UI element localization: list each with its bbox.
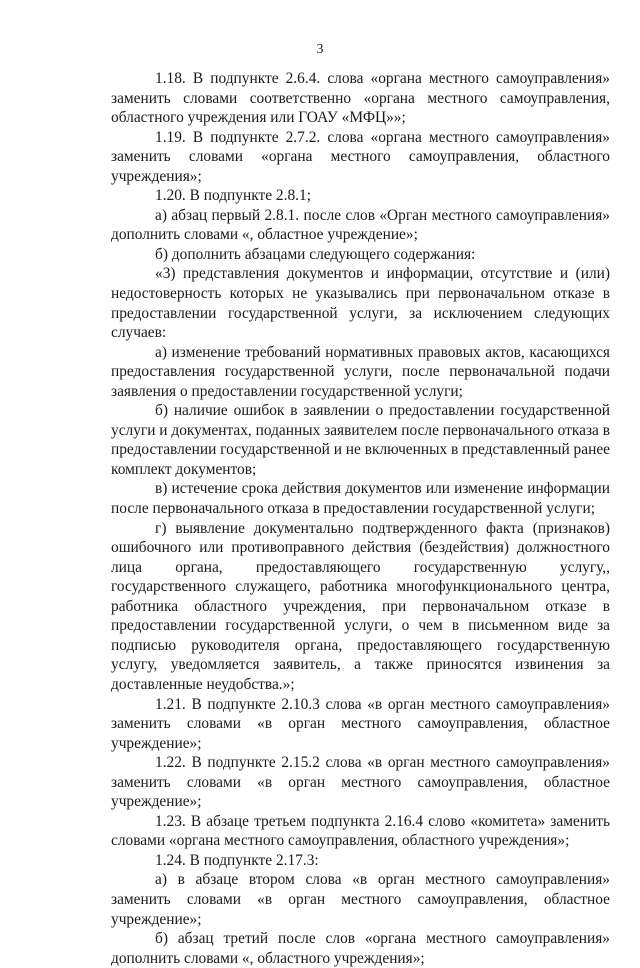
paragraph-case-a: а) изменение требований нормативных правовых актов, касающихся предоставления государственной услуги, после первоначальной подачи заявления о предоставлении государственной услуги; [111, 343, 610, 400]
paragraph-case-b: б) наличие ошибок в заявлении о предоставлении государственной услуги и документах, поданных заявителем после первоначального отказа в предоставлении государственной и не включенных в представленный ранее комплект документов; [111, 402, 610, 478]
paragraph-1-21: 1.21. В подпункте 2.10.3 слова «в орган местного самоуправления» заменить словами «в орган местного самоуправления, областное учреждение»; [111, 695, 610, 752]
paragraph-1-20: 1.20. В подпункте 2.8.1; [155, 187, 311, 205]
page-number: 3 [316, 42, 324, 57]
paragraph-1-20-b: б) дополнить абзацами следующего содержания: [155, 245, 476, 263]
paragraph-1-24: 1.24. В подпункте 2.17.3: [155, 851, 319, 869]
paragraph-1-20-a: а) абзац первый 2.8.1. после слов «Орган местного самоуправления» дополнить словами «, областное учреждение»; [111, 206, 610, 244]
paragraph-case-v: в) истечение срока действия документов или изменение информации после первоначального отказа в предоставлении государственной услуги; [111, 480, 610, 518]
paragraph-1-19: 1.19. В подпункте 2.7.2. слова «органа местного самоуправления» заменить словами «органа местного самоуправления, областного учреждения»; [111, 128, 610, 185]
paragraph-1-18: 1.18. В подпункте 2.6.4. слова «органа местного самоуправления» заменить словами соответственно «органа местного самоуправления, областного учреждения или ГОАУ «МФЦ»»; [111, 70, 610, 127]
document-body [111, 69, 610, 968]
paragraph-1-24-b: б) абзац третий после слов «органа местного самоуправления» дополнить словами «, областного учреждения»; [111, 930, 610, 967]
paragraph-case-g: г) выявление документально подтвержденного факта (признаков) ошибочного или противоправного действия (бездействия) должностного лица органа, предоставляющего государственную услугу,, государственного служащего, работника многофункционального центра, работника областного учреждения, при первоначальном отказе в предоставлении государственной услуги, о чем в письменном виде за подписью руководителя органа, предоставляющего государственную услугу, уведомляется заявитель, а также приносятся извинения за доставленные неудобства.»; [111, 519, 610, 693]
paragraph-1-24-a: а) в абзаце втором слова «в орган местного самоуправления» заменить словами «в орган местного самоуправления, областное учреждение»; [111, 871, 610, 928]
paragraph-1-22: 1.22. В подпункте 2.15.2 слова «в орган местного самоуправления» заменить словами «в орган местного самоуправления, областное учреждение»; [111, 754, 610, 811]
paragraph-1-23: 1.23. В абзаце третьем подпункта 2.16.4 слово «комитета» заменить словами «органа местного самоуправления, областного учреждения»; [111, 812, 610, 850]
paragraph-quote-3: «3) представления документов и информации, отсутствие и (или) недостоверность которых не указывались при первоначальном отказе в предоставлении государственной услуги, за исключением следующих случаев: [111, 265, 610, 342]
